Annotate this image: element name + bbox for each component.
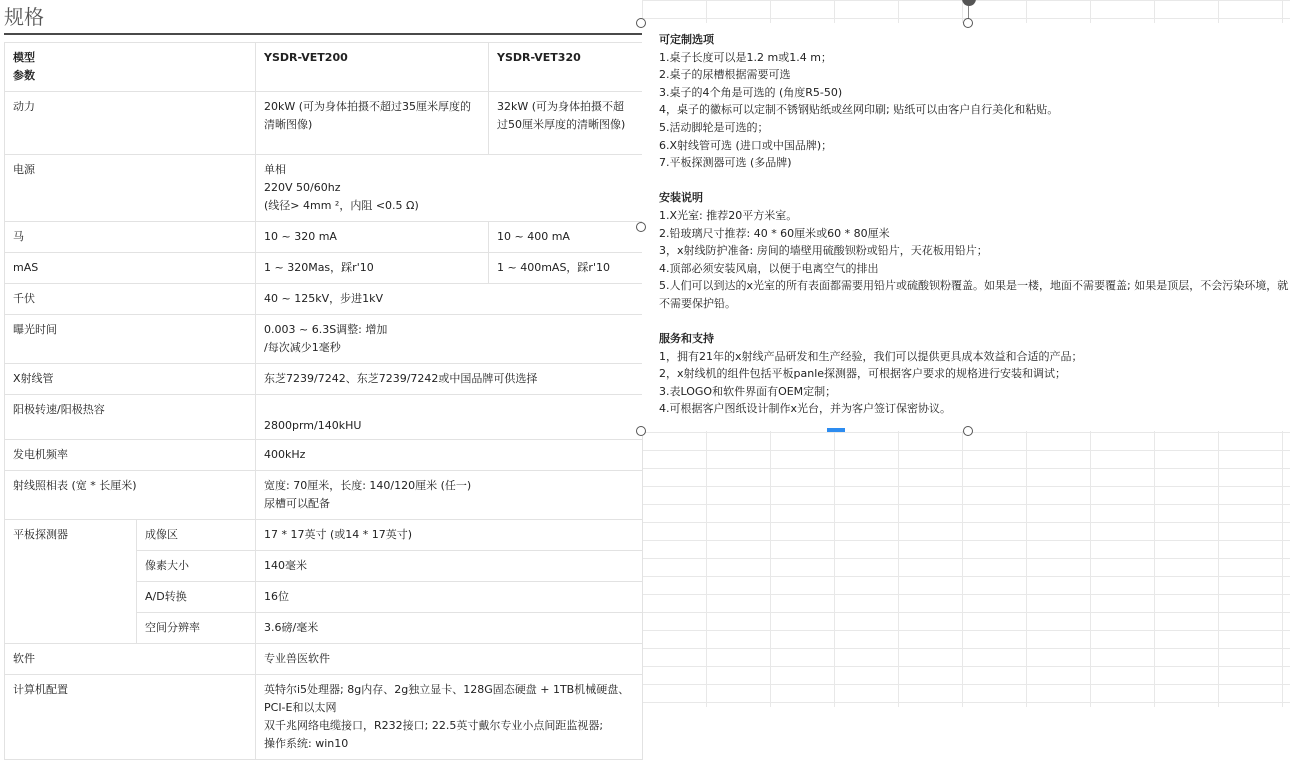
page-title: 规格: [4, 5, 44, 29]
list-item: 1，拥有21年的x射线产品研发和生产经验，我们可以提供更具成本效益和合适的产品；: [659, 349, 1083, 363]
row-label: 软件: [5, 644, 256, 675]
list-item: 2，x射线机的组件包括平板panle探测器，可根据客户要求的规格进行安装和调试；: [659, 367, 1067, 381]
table-row: [5, 520, 643, 551]
row-value: 40 ~ 125kV，步进1kV: [256, 284, 643, 315]
row-value: 140毫米: [256, 551, 643, 582]
row-value-a: 1 ~ 320Mas，踩r'10: [256, 253, 489, 284]
list-item: 1.桌子长度可以是1.2 m或1.4 m；: [659, 50, 832, 64]
row-value: 400kHz: [256, 440, 643, 471]
table-row: [5, 284, 643, 315]
resize-handle-top-left[interactable]: [636, 18, 646, 28]
list-item: 2.桌子的尿槽根据需要可选: [659, 68, 791, 82]
table-row: [5, 92, 643, 155]
resize-handle-top[interactable]: [963, 18, 973, 28]
row-label: 射线照相表 (宽 * 长厘米): [5, 471, 256, 520]
row-value: 0.003 ~ 6.3S调整: 增加 /每次减少1毫秒: [256, 315, 643, 364]
row-value-b: 1 ~ 400mAS，踩r'10: [489, 253, 643, 284]
row-label: mAS: [5, 253, 256, 284]
table-row: [5, 644, 643, 675]
table-row: [5, 155, 643, 222]
row-value: 单相 220V 50/60hz (线径> 4mm ²，内阻 <0.5 Ω): [256, 155, 643, 222]
sub-label: 空间分辨率: [137, 613, 256, 644]
row-label: 马: [5, 222, 256, 253]
list-item: 4.顶部必须安装风扇，以便于电离空气的排出: [659, 261, 879, 275]
table-header-row: [5, 43, 643, 92]
sub-label: 成像区: [137, 520, 256, 551]
header-label-cell: 模型 参数: [5, 43, 256, 92]
row-value-a: 20kW (可为身体拍摄不超过35厘米厚度的清晰图像): [256, 92, 489, 155]
spec-table: [4, 42, 643, 760]
list-item: 3.桌子的4个角是可选的 (角度R5-50): [659, 85, 843, 99]
list-item: 4.可根据客户图纸设计制作x光台，并为客户签订保密协议。: [659, 402, 952, 416]
list-item: 7.平板探测器可选 (多品牌): [659, 156, 792, 170]
table-row: [5, 315, 643, 364]
table-row: [5, 222, 643, 253]
list-item: 1.X光室: 推荐20平方米室。: [659, 208, 798, 222]
row-value: 英特尔i5处理器; 8g内存、2g独立显卡、128G固态硬盘 + 1TB机械硬盘、PCI-E和以太网 双千兆网络电缆接口，R232接口; 22.5英寸戴尔专业小点间距监视器; 操作系统: win10: [256, 675, 643, 760]
row-label: 平板探测器: [5, 520, 137, 644]
table-row: [5, 675, 643, 760]
row-value: 16位: [256, 582, 643, 613]
list-item: 3，x射线防护准备: 房间的墙壁用硫酸钡粉或铅片，天花板用铅片；: [659, 244, 988, 258]
row-label: 阳极转速/阳极热容: [5, 395, 256, 440]
row-label: 千伏: [5, 284, 256, 315]
table-row: [5, 364, 643, 395]
section-title-custom: 可定制选项: [659, 33, 714, 46]
row-value: 17 * 17英寸 (或14 * 17英寸): [256, 520, 643, 551]
resize-handle-bottom[interactable]: [963, 426, 973, 436]
table-row: [5, 471, 643, 520]
table-row: [5, 253, 643, 284]
row-label: 电源: [5, 155, 256, 222]
list-item: 5.人们可以到达的x光室的所有表面都需要用铅片或硫酸钡粉覆盖。如果是一楼，地面不需要覆盖; 如果是顶层，不会污染环境，就不需要保护铅。: [659, 279, 1289, 310]
row-label: X射线管: [5, 364, 256, 395]
list-item: 3.表LOGO和软件界面有OEM定制；: [659, 384, 837, 398]
row-label: 曝光时间: [5, 315, 256, 364]
floating-text-box[interactable]: [642, 23, 1290, 431]
row-value-b: 10 ~ 400 mA: [489, 222, 643, 253]
row-label: 计算机配置: [5, 675, 256, 760]
row-value: 专业兽医软件: [256, 644, 643, 675]
row-value: 宽度: 70厘米，长度: 140/120厘米 (任一) 尿槽可以配备: [256, 471, 643, 520]
list-item: 6.X射线管可选 (进口或中国品牌)；: [659, 138, 833, 152]
section-title-service: 服务和支持: [659, 332, 714, 346]
table-row: [5, 395, 643, 440]
anchor-marker[interactable]: [827, 428, 845, 432]
section-title-install: 安装说明: [659, 191, 703, 205]
row-value-b: 32kW (可为身体拍摄不超过50厘米厚度的清晰图像): [489, 92, 643, 155]
list-item: 5.活动脚轮是可选的；: [659, 120, 769, 134]
sub-label: 像素大小: [137, 551, 256, 582]
sub-label: A/D转换: [137, 582, 256, 613]
row-value: 2800prm/140kHU: [256, 395, 643, 440]
row-label: 发电机频率: [5, 440, 256, 471]
header-model-b: YSDR-VET320: [489, 43, 643, 92]
row-value-a: 10 ~ 320 mA: [256, 222, 489, 253]
row-value: 东芝7239/7242、东芝7239/7242或中国品牌可供选择: [256, 364, 643, 395]
row-label: 动力: [5, 92, 256, 155]
row-value: 3.6磅/毫米: [256, 613, 643, 644]
resize-handle-bottom-left[interactable]: [636, 426, 646, 436]
table-row: [5, 440, 643, 471]
list-item: 2.铅玻璃尺寸推荐: 40 * 60厘米或60 * 80厘米: [659, 226, 890, 240]
header-model-a: YSDR-VET200: [256, 43, 489, 92]
list-item: 4，桌子的徽标可以定制不锈钢贴纸或丝网印刷; 贴纸可以由客户自行美化和粘贴。: [659, 103, 1059, 117]
resize-handle-left[interactable]: [636, 222, 646, 232]
page-header: [4, 0, 642, 35]
